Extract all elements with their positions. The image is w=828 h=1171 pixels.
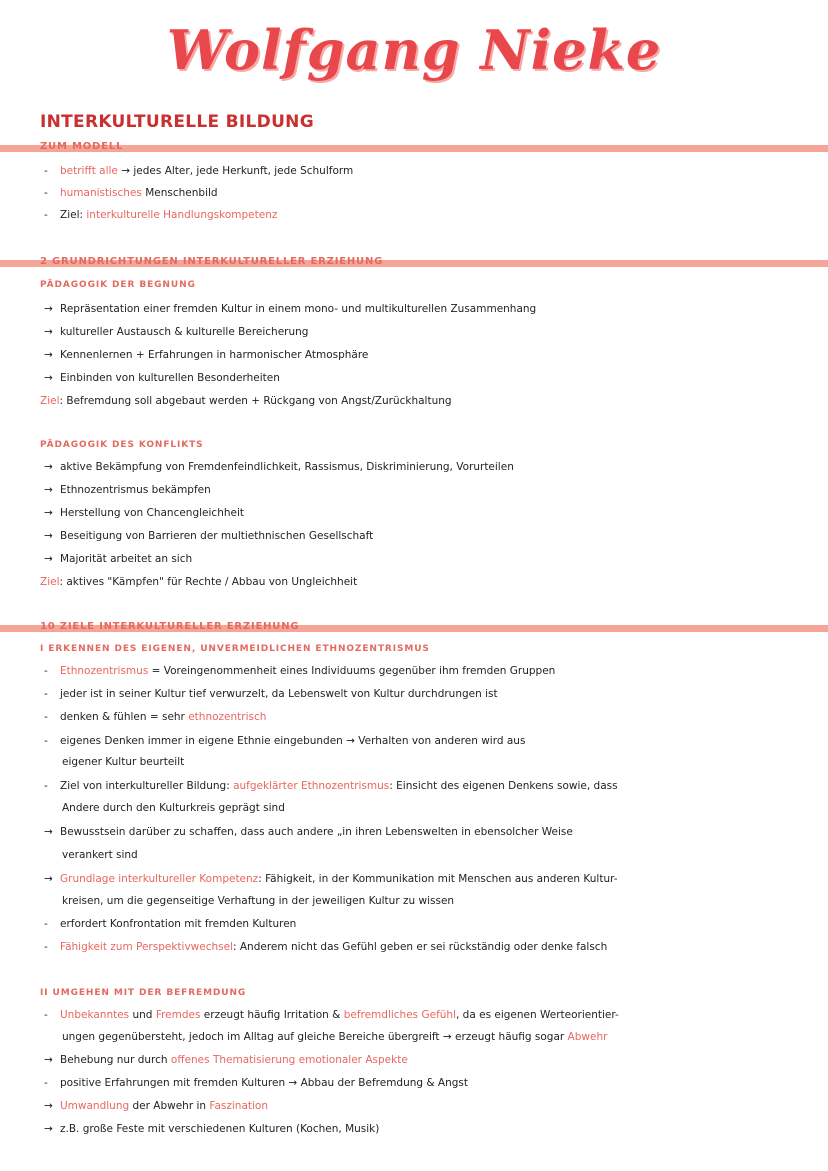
list-item: - betrifft alle → jedes Alter, jede Herkunft, jede Schulform	[44, 165, 354, 177]
list-item: → z.B. große Feste mit verschiedenen Kulturen (Kochen, Musik)	[44, 1123, 380, 1135]
subsection-title-konflikt: PÄDAGOGIK DES KONFLIKTS	[40, 440, 204, 450]
list-item: - Fähigkeit zum Perspektivwechsel: Anderem nicht das Gefühl geben er sei rückständig oder denke falsch	[44, 941, 608, 953]
list-item: → Herstellung von Chancengleichheit	[44, 507, 244, 519]
list-item: → Grundlage interkultureller Kompetenz: Fähigkeit, in der Kommunikation mit Menschen aus anderen Kultur-	[44, 873, 618, 885]
list-item: → Ethnozentrismus bekämpfen	[44, 484, 211, 496]
goal-line: Ziel: Befremdung soll abgebaut werden + Rückgang von Angst/Zurückhaltung	[40, 395, 452, 407]
list-item: - eigenes Denken immer in eigene Ethnie eingebunden → Verhalten von anderen wird aus	[44, 735, 526, 747]
main-heading: INTERKULTURELLE BILDUNG	[40, 112, 314, 132]
list-item: → kultureller Austausch & kulturelle Bereicherung	[44, 326, 309, 338]
page-title: Wolfgang Nieke	[166, 18, 662, 82]
subsection-title-ethnozentrismus: I ERKENNEN DES EIGENEN, UNVERMEIDLICHEN ETHNOZENTRISMUS	[40, 644, 430, 654]
list-item-continuation: verankert sind	[62, 849, 138, 861]
section-title-ziele: 10 ZIELE INTERKULTURELLER ERZIEHUNG	[40, 621, 300, 632]
list-item: → Einbinden von kulturellen Besonderheiten	[44, 372, 280, 384]
section-title-modell: ZUM MODELL	[40, 141, 124, 152]
list-item: → aktive Bekämpfung von Fremdenfeindlichkeit, Rassismus, Diskriminierung, Vorurteilen	[44, 461, 514, 473]
list-item: - Ziel von interkultureller Bildung: aufgeklärter Ethnozentrismus: Einsicht des eigenen Denkens sowie, dass	[44, 780, 618, 792]
list-item: - Ethnozentrismus = Voreingenommenheit eines Individuums gegenüber ihm fremden Gruppen	[44, 665, 556, 677]
list-item: - jeder ist in seiner Kultur tief verwurzelt, da Lebenswelt von Kultur durchdrungen ist	[44, 688, 498, 700]
list-item: - denken & fühlen = sehr ethnozentrisch	[44, 711, 267, 723]
list-item: - Ziel: interkulturelle Handlungskompetenz	[44, 209, 278, 221]
list-item: - humanistisches Menschenbild	[44, 187, 218, 199]
list-item: → Majorität arbeitet an sich	[44, 553, 193, 565]
list-item: → Behebung nur durch offenes Thematisierung emotionaler Aspekte	[44, 1054, 408, 1066]
list-item: - Unbekanntes und Fremdes erzeugt häufig Irritation & befremdliches Gefühl, da es eigenen Werteorientier-	[44, 1009, 619, 1021]
goal-line: Ziel: aktives "Kämpfen" für Rechte / Abbau von Ungleichheit	[40, 576, 358, 588]
subsection-title-befremdung: II UMGEHEN MIT DER BEFREMDUNG	[40, 988, 247, 998]
list-item-continuation: kreisen, um die gegenseitige Verhaftung in der jeweiligen Kultur zu wissen	[62, 895, 455, 907]
list-item-continuation: Andere durch den Kulturkreis geprägt sind	[62, 802, 285, 814]
list-item-continuation: eigener Kultur beurteilt	[62, 756, 185, 768]
list-item: → Kennenlernen + Erfahrungen in harmonischer Atmosphäre	[44, 349, 369, 361]
list-item: → Bewusstsein darüber zu schaffen, dass auch andere „in ihren Lebenswelten in ebensolcher Weise	[44, 826, 573, 838]
list-item: - erfordert Konfrontation mit fremden Kulturen	[44, 918, 297, 930]
list-item: → Umwandlung der Abwehr in Faszination	[44, 1100, 269, 1112]
list-item: → Beseitigung von Barrieren der multiethnischen Gesellschaft	[44, 530, 374, 542]
section-band	[0, 145, 828, 152]
list-item: → Repräsentation einer fremden Kultur in einem mono- und multikulturellen Zusammenhang	[44, 303, 537, 315]
section-title-grundrichtungen: 2 GRUNDRICHTUNGEN INTERKULTURELLER ERZIEHUNG	[40, 256, 384, 267]
list-item-continuation: ungen gegenübersteht, jedoch im Alltag auf gleiche Bereiche übergreift → erzeugt häufig sogar Abwehr	[62, 1031, 608, 1043]
subsection-title-begnung: PÄDAGOGIK DER BEGNUNG	[40, 280, 196, 290]
list-item: - positive Erfahrungen mit fremden Kulturen → Abbau der Befremdung & Angst	[44, 1077, 469, 1089]
